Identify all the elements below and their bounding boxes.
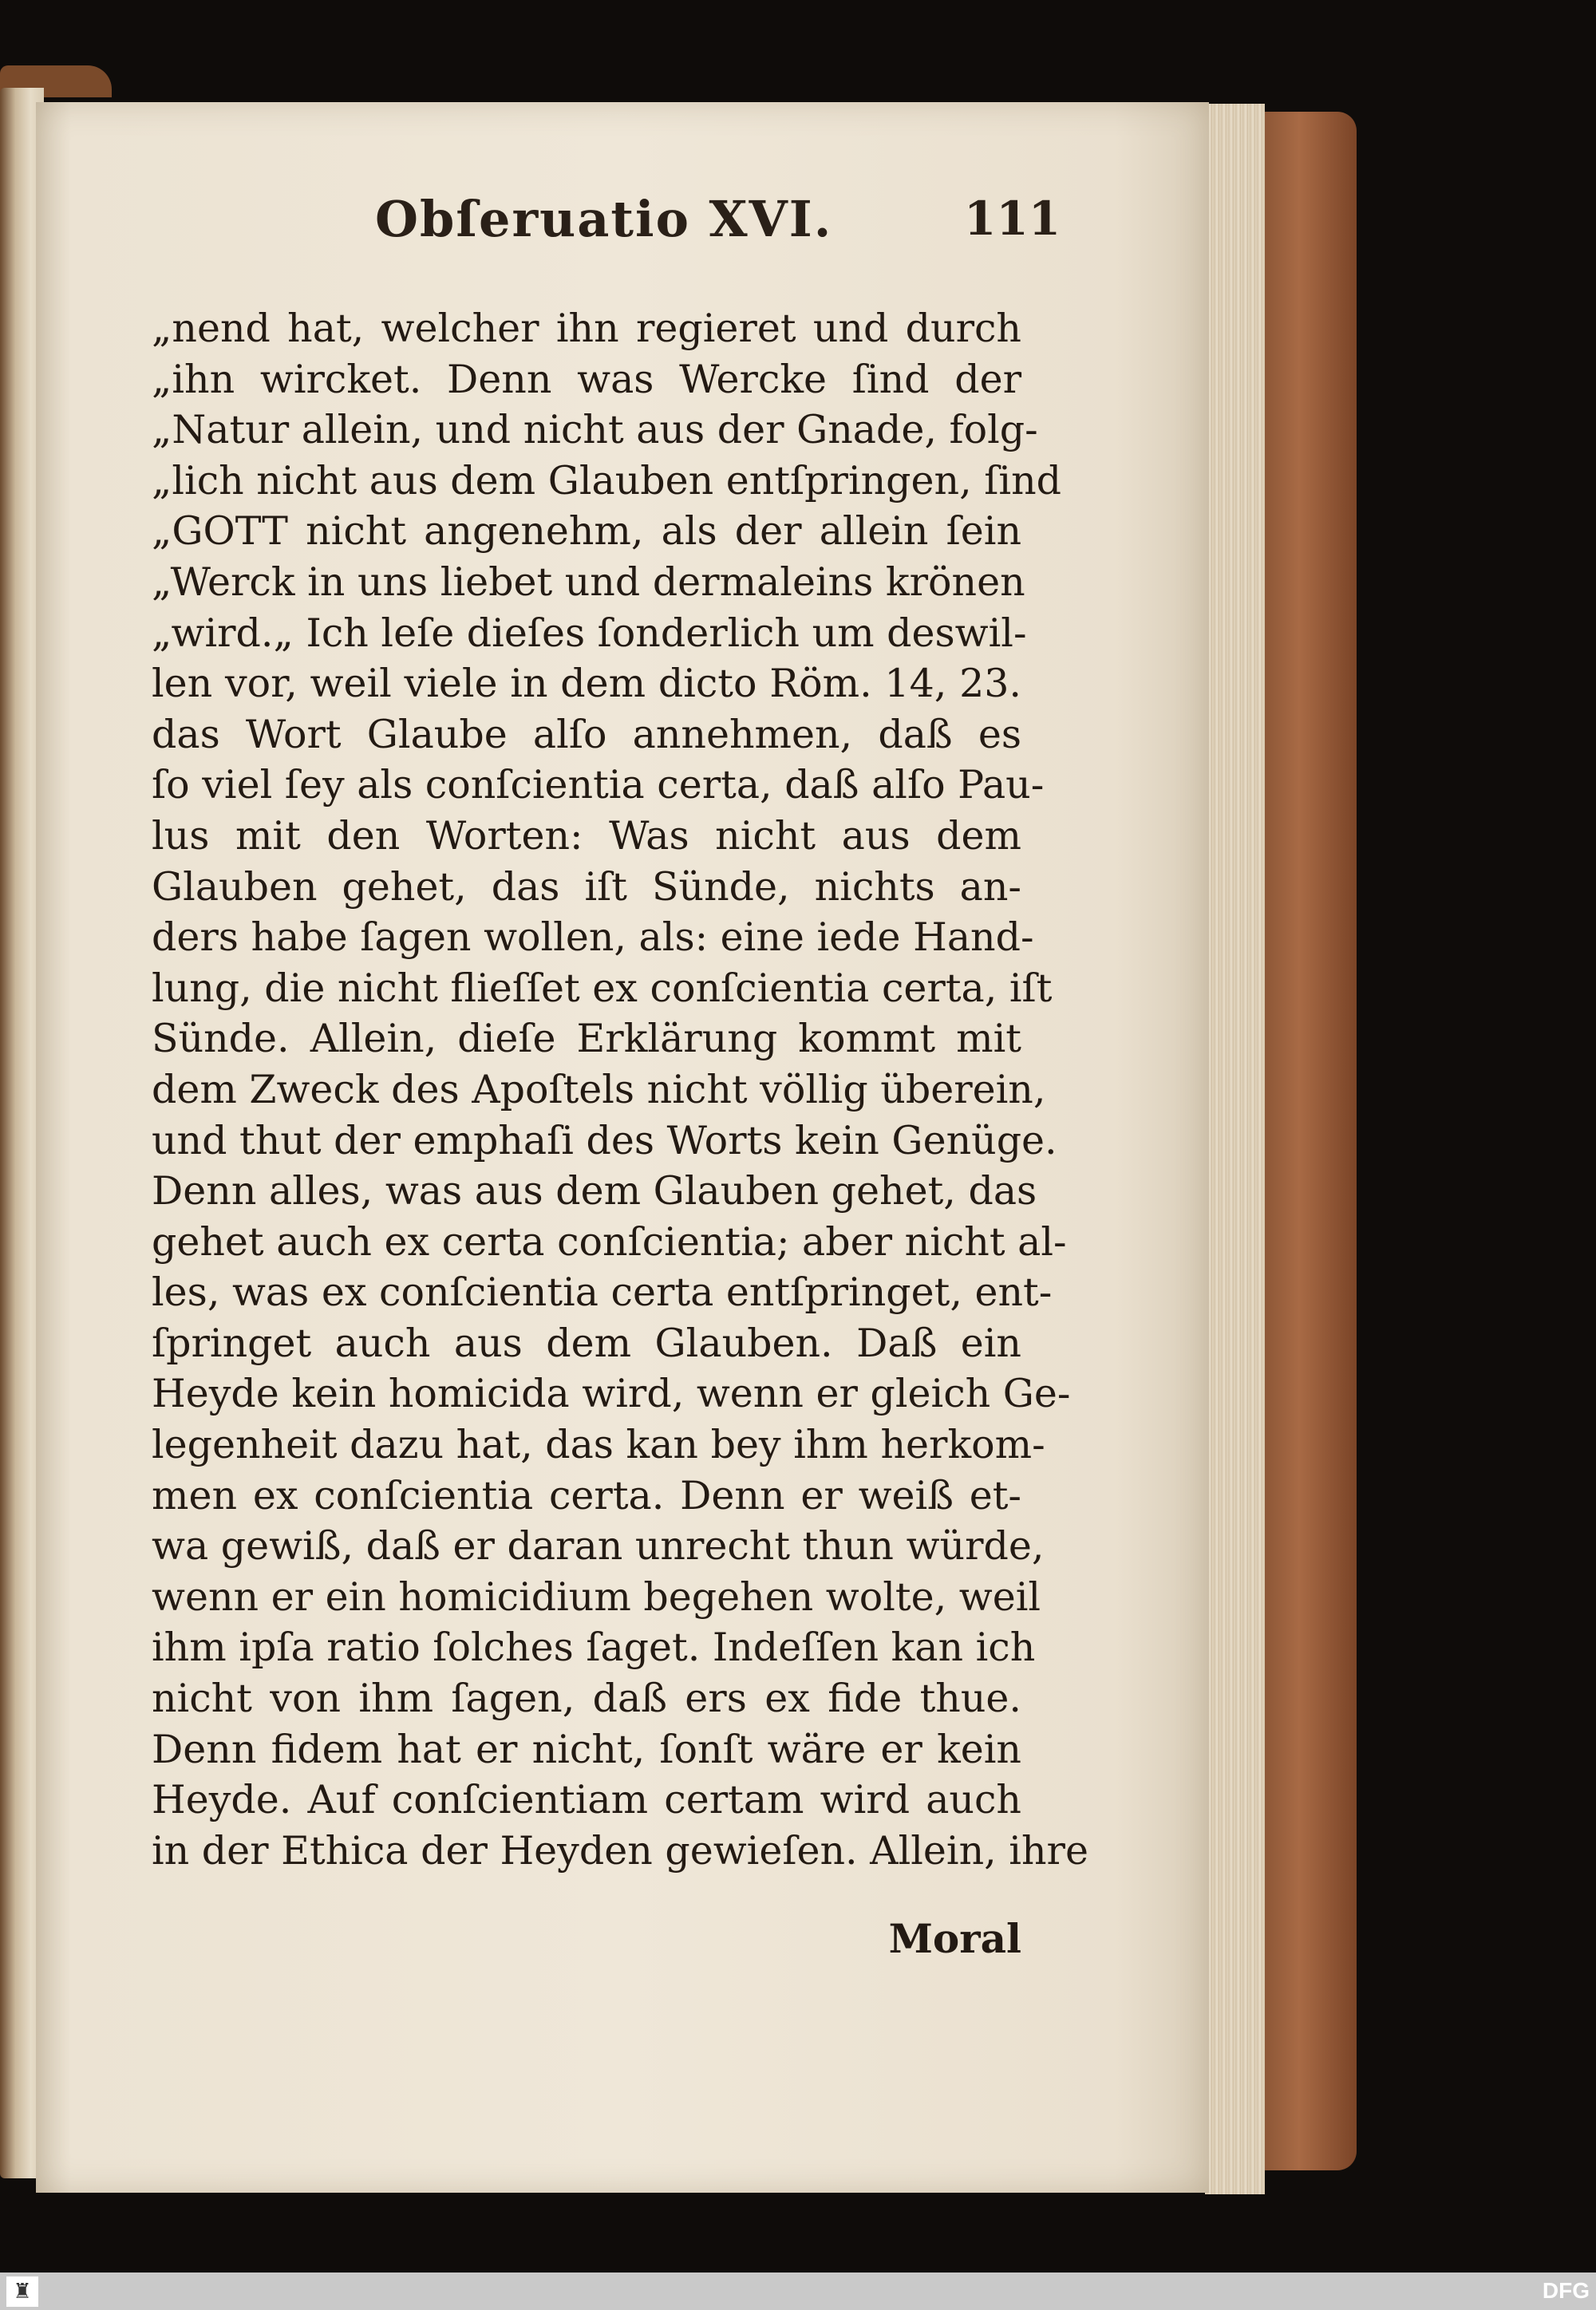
text-line: dem Zweck des Apoſtels nicht völlig überein,	[152, 1066, 1046, 1112]
text-line: „lich nicht aus dem Glauben entſpringen, ſind	[152, 457, 1061, 503]
text-line: „GOTT nicht angenehm, als der allein ſein	[152, 508, 1021, 555]
running-head: Obſeruatio XVI.	[375, 190, 833, 248]
text-line: in der Ethica der Heyden gewieſen. Allein, ihre	[152, 1827, 1088, 1874]
text-line: lung, die nicht flieſſet ex conſcientia certa, iſt	[152, 965, 1053, 1011]
text-line: gehet auch ex certa conſcientia; aber nicht al-	[152, 1218, 1067, 1265]
text-line: das Wort Glaube alſo annehmen, daß es	[152, 711, 1021, 757]
text-line: ſpringet auch aus dem Glauben. Daß ein	[152, 1320, 1021, 1366]
text-line: Denn fidem hat er nicht, ſonſt wäre er kein	[152, 1726, 1021, 1772]
text-line: „nend hat, welcher ihn regieret und durch	[152, 306, 1021, 351]
text-line: wa gewiß, daß er daran unrecht thun würde,	[152, 1523, 1045, 1570]
text-line: „wird.„ Ich leſe dieſes ſonderlich um deswil-	[152, 610, 1027, 656]
text-line: „Werck in uns liebet und dermaleins krönen	[152, 559, 1025, 605]
text-line: Glauben gehet, das iſt Sünde, nichts an-	[152, 863, 1021, 910]
library-logo-icon: ♜	[6, 2276, 38, 2307]
text-line: nicht von ihm ſagen, daß ers ex fide thue.	[152, 1676, 1021, 1722]
text-line: und thut der emphaſi des Worts kein Genüge.	[152, 1117, 1057, 1163]
text-line: „Natur allein, und nicht aus der Gnade, folg-	[152, 407, 1038, 453]
page-number: 111	[964, 192, 1061, 246]
book-page-edges	[1205, 104, 1265, 2194]
text-line: len vor, weil viele in dem dicto Röm. 14, 23.	[152, 661, 1021, 707]
text-line: Sünde. Allein, dieſe Erklärung kommt mit	[152, 1016, 1021, 1062]
text-line: Heyde. Auf conſcientiam certam wird auch	[152, 1777, 1021, 1823]
text-line: les, was ex conſcientia certa entſpringet, ent-	[152, 1270, 1053, 1316]
book-cover-right	[1261, 112, 1357, 2170]
text-line: Denn alles, was aus dem Glauben gehet, das	[152, 1168, 1037, 1214]
text-line: legenheit dazu hat, das kan bey ihm herkom-	[152, 1422, 1045, 1468]
text-line: wenn er ein homicidium begehen wolte, weil	[152, 1574, 1041, 1620]
text-line: ihm ipſa ratio ſolches ſaget. Indeſſen kan ich	[152, 1625, 1036, 1671]
text-line: ſo viel ſey als conſcientia certa, daß alſo Pau-	[152, 762, 1045, 808]
viewer-bottom-bar	[0, 2272, 1596, 2310]
text-line: Heyde kein homicida wird, wenn er gleich Ge-	[152, 1371, 1071, 1417]
text-line: „ihn wircket. Denn was Wercke ſind der	[152, 356, 1021, 402]
text-line: ders habe ſagen wollen, als: eine iede Hand-	[152, 914, 1034, 961]
catchword: Moral	[888, 1915, 1021, 1962]
dfg-logo: DFG	[1542, 2278, 1590, 2303]
text-line: lus mit den Worten: Was nicht aus dem	[152, 812, 1021, 859]
body-text	[152, 303, 1088, 1876]
text-line: men ex conſcientia certa. Denn er weiß et-	[152, 1472, 1021, 1518]
